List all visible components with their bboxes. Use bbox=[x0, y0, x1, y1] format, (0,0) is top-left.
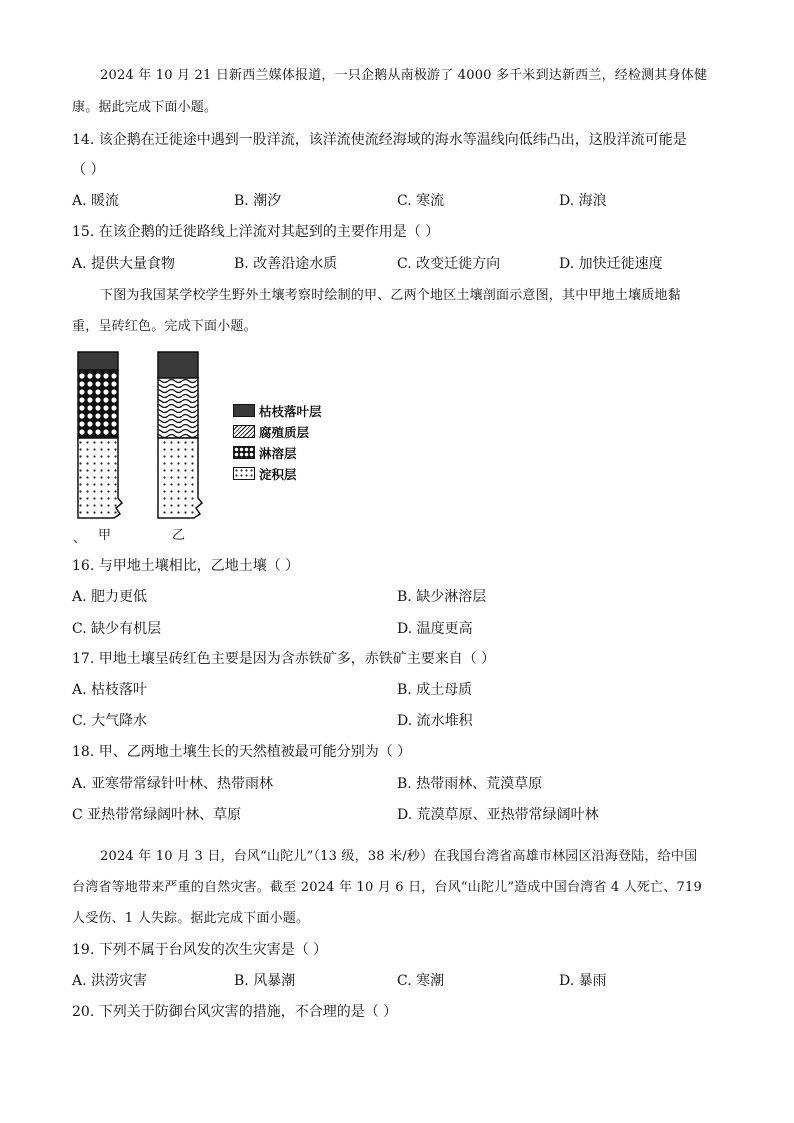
question-18-option-c: C 亚热带常绿阔叶林、草原 bbox=[72, 807, 242, 823]
question-14-stem: 14. 该企鹅在迁徙途中遇到一股洋流，该洋流使流经海域的海水等温线向低纬凸出，这股洋流可能是 bbox=[72, 132, 687, 148]
question-14-paren: （ ） bbox=[72, 162, 105, 178]
question-14-option-b: B. 潮汐 bbox=[234, 193, 282, 209]
question-19-stem: 19. 下列不属于台风发的次生灾害是（ ） bbox=[72, 942, 328, 958]
question-16-option-c: C. 缺少有机层 bbox=[72, 621, 162, 637]
question-15-option-a: A. 提供大量食物 bbox=[72, 256, 176, 272]
yi-humus-layer bbox=[158, 378, 198, 438]
question-18-option-a: A. 亚寒带常绿针叶林、热带雨林 bbox=[72, 776, 274, 792]
question-15-option-c: C. 改变迁徙方向 bbox=[397, 256, 501, 272]
jia-litter-layer bbox=[78, 352, 118, 370]
passage-3-line-1: 2024 年 10 月 3 日，台风“山陀儿”（13 级，38 米/秒）在我国台湾省高雄市林园区沿海登陆，给中国 bbox=[100, 849, 698, 864]
question-16-stem: 16. 与甲地土壤相比，乙地土壤（ ） bbox=[72, 558, 300, 574]
passage-1-line-2: 康。据此完成下面小题。 bbox=[72, 100, 218, 115]
question-17-option-b: B. 成土母质 bbox=[397, 682, 473, 698]
legend-illuvial-label: 淀积层 bbox=[259, 467, 297, 482]
question-19-option-b: B. 风暴潮 bbox=[234, 973, 296, 989]
question-16-option-a: A. 肥力更低 bbox=[72, 589, 148, 605]
passage-1-line-1: 2024 年 10 月 21 日新西兰媒体报道，一只企鹅从南极游了 4000 多千米到达新西兰，经检测其身体健 bbox=[100, 68, 708, 83]
label-jia: 甲 bbox=[98, 528, 112, 543]
legend-humus bbox=[233, 425, 309, 440]
question-20-stem: 20. 下列关于防御台风灾害的措施，不合理的是（ ） bbox=[72, 1004, 398, 1020]
jia-eluvial-layer bbox=[78, 370, 118, 438]
legend-eluvial-swatch bbox=[233, 446, 255, 459]
question-15-stem: 15. 在该企鹅的迁徙路线上洋流对其起到的主要作用是（ ） bbox=[72, 224, 440, 240]
legend-litter bbox=[233, 404, 322, 419]
question-15-option-b: B. 改善沿途水质 bbox=[234, 256, 338, 272]
question-17-stem: 17. 甲地土壤呈砖红色主要是因为含赤铁矿多，赤铁矿主要来自（ ） bbox=[72, 651, 496, 667]
soil-profile-figure bbox=[70, 348, 230, 523]
question-16-option-b: B. 缺少淋溶层 bbox=[397, 589, 487, 605]
label-yi: 乙 bbox=[172, 528, 186, 543]
legend-illuvial-swatch bbox=[233, 467, 255, 480]
question-17-option-a: A. 枯枝落叶 bbox=[72, 682, 148, 698]
figure-mark: 、 bbox=[73, 531, 87, 546]
question-19-option-d: D. 暴雨 bbox=[559, 973, 607, 989]
passage-2-line-1: 下图为我国某学校学生野外土壤考察时绘制的甲、乙两个地区土壤剖面示意图，其中甲地土壤质地黏 bbox=[100, 288, 681, 303]
question-19-option-c: C. 寒潮 bbox=[397, 973, 445, 989]
question-17-option-c: C. 大气降水 bbox=[72, 713, 148, 729]
jia-illuvial-layer bbox=[78, 438, 122, 518]
legend-humus-swatch bbox=[233, 425, 255, 438]
legend-humus-label: 腐殖质层 bbox=[259, 425, 310, 440]
legend-litter-swatch bbox=[233, 404, 255, 417]
legend-eluvial-label: 淋溶层 bbox=[259, 446, 297, 461]
passage-3-line-2: 台湾省等地带来严重的自然灾害。截至 2024 年 10 月 6 日，台风“山陀儿”造成中国台湾省 4 人死亡、719 bbox=[72, 880, 702, 895]
profile-yi bbox=[158, 352, 202, 518]
legend-eluvial bbox=[233, 446, 297, 461]
question-16-option-d: D. 温度更高 bbox=[397, 621, 473, 637]
yi-illuvial-layer bbox=[158, 438, 202, 518]
passage-3-line-3: 人受伤、1 人失踪。据此完成下面小题。 bbox=[72, 911, 310, 926]
passage-2-line-2: 重，呈砖红色。完成下面小题。 bbox=[72, 319, 257, 334]
question-18-option-d: D. 荒漠草原、亚热带常绿阔叶林 bbox=[397, 807, 599, 823]
question-14-option-d: D. 海浪 bbox=[559, 193, 607, 209]
question-14-option-a: A. 暖流 bbox=[72, 193, 120, 209]
question-19-option-a: A. 洪涝灾害 bbox=[72, 973, 148, 989]
legend-illuvial bbox=[233, 467, 297, 482]
question-18-stem: 18. 甲、乙两地土壤生长的天然植被最可能分别为（ ） bbox=[72, 744, 412, 760]
question-18-option-b: B. 热带雨林、荒漠草原 bbox=[397, 776, 543, 792]
question-14-option-c: C. 寒流 bbox=[397, 193, 445, 209]
yi-litter-layer bbox=[158, 352, 198, 378]
profile-jia bbox=[78, 352, 122, 518]
question-17-option-d: D. 流水堆积 bbox=[397, 713, 473, 729]
legend-litter-label: 枯枝落叶层 bbox=[259, 404, 322, 419]
question-15-option-d: D. 加快迁徙速度 bbox=[559, 256, 663, 272]
